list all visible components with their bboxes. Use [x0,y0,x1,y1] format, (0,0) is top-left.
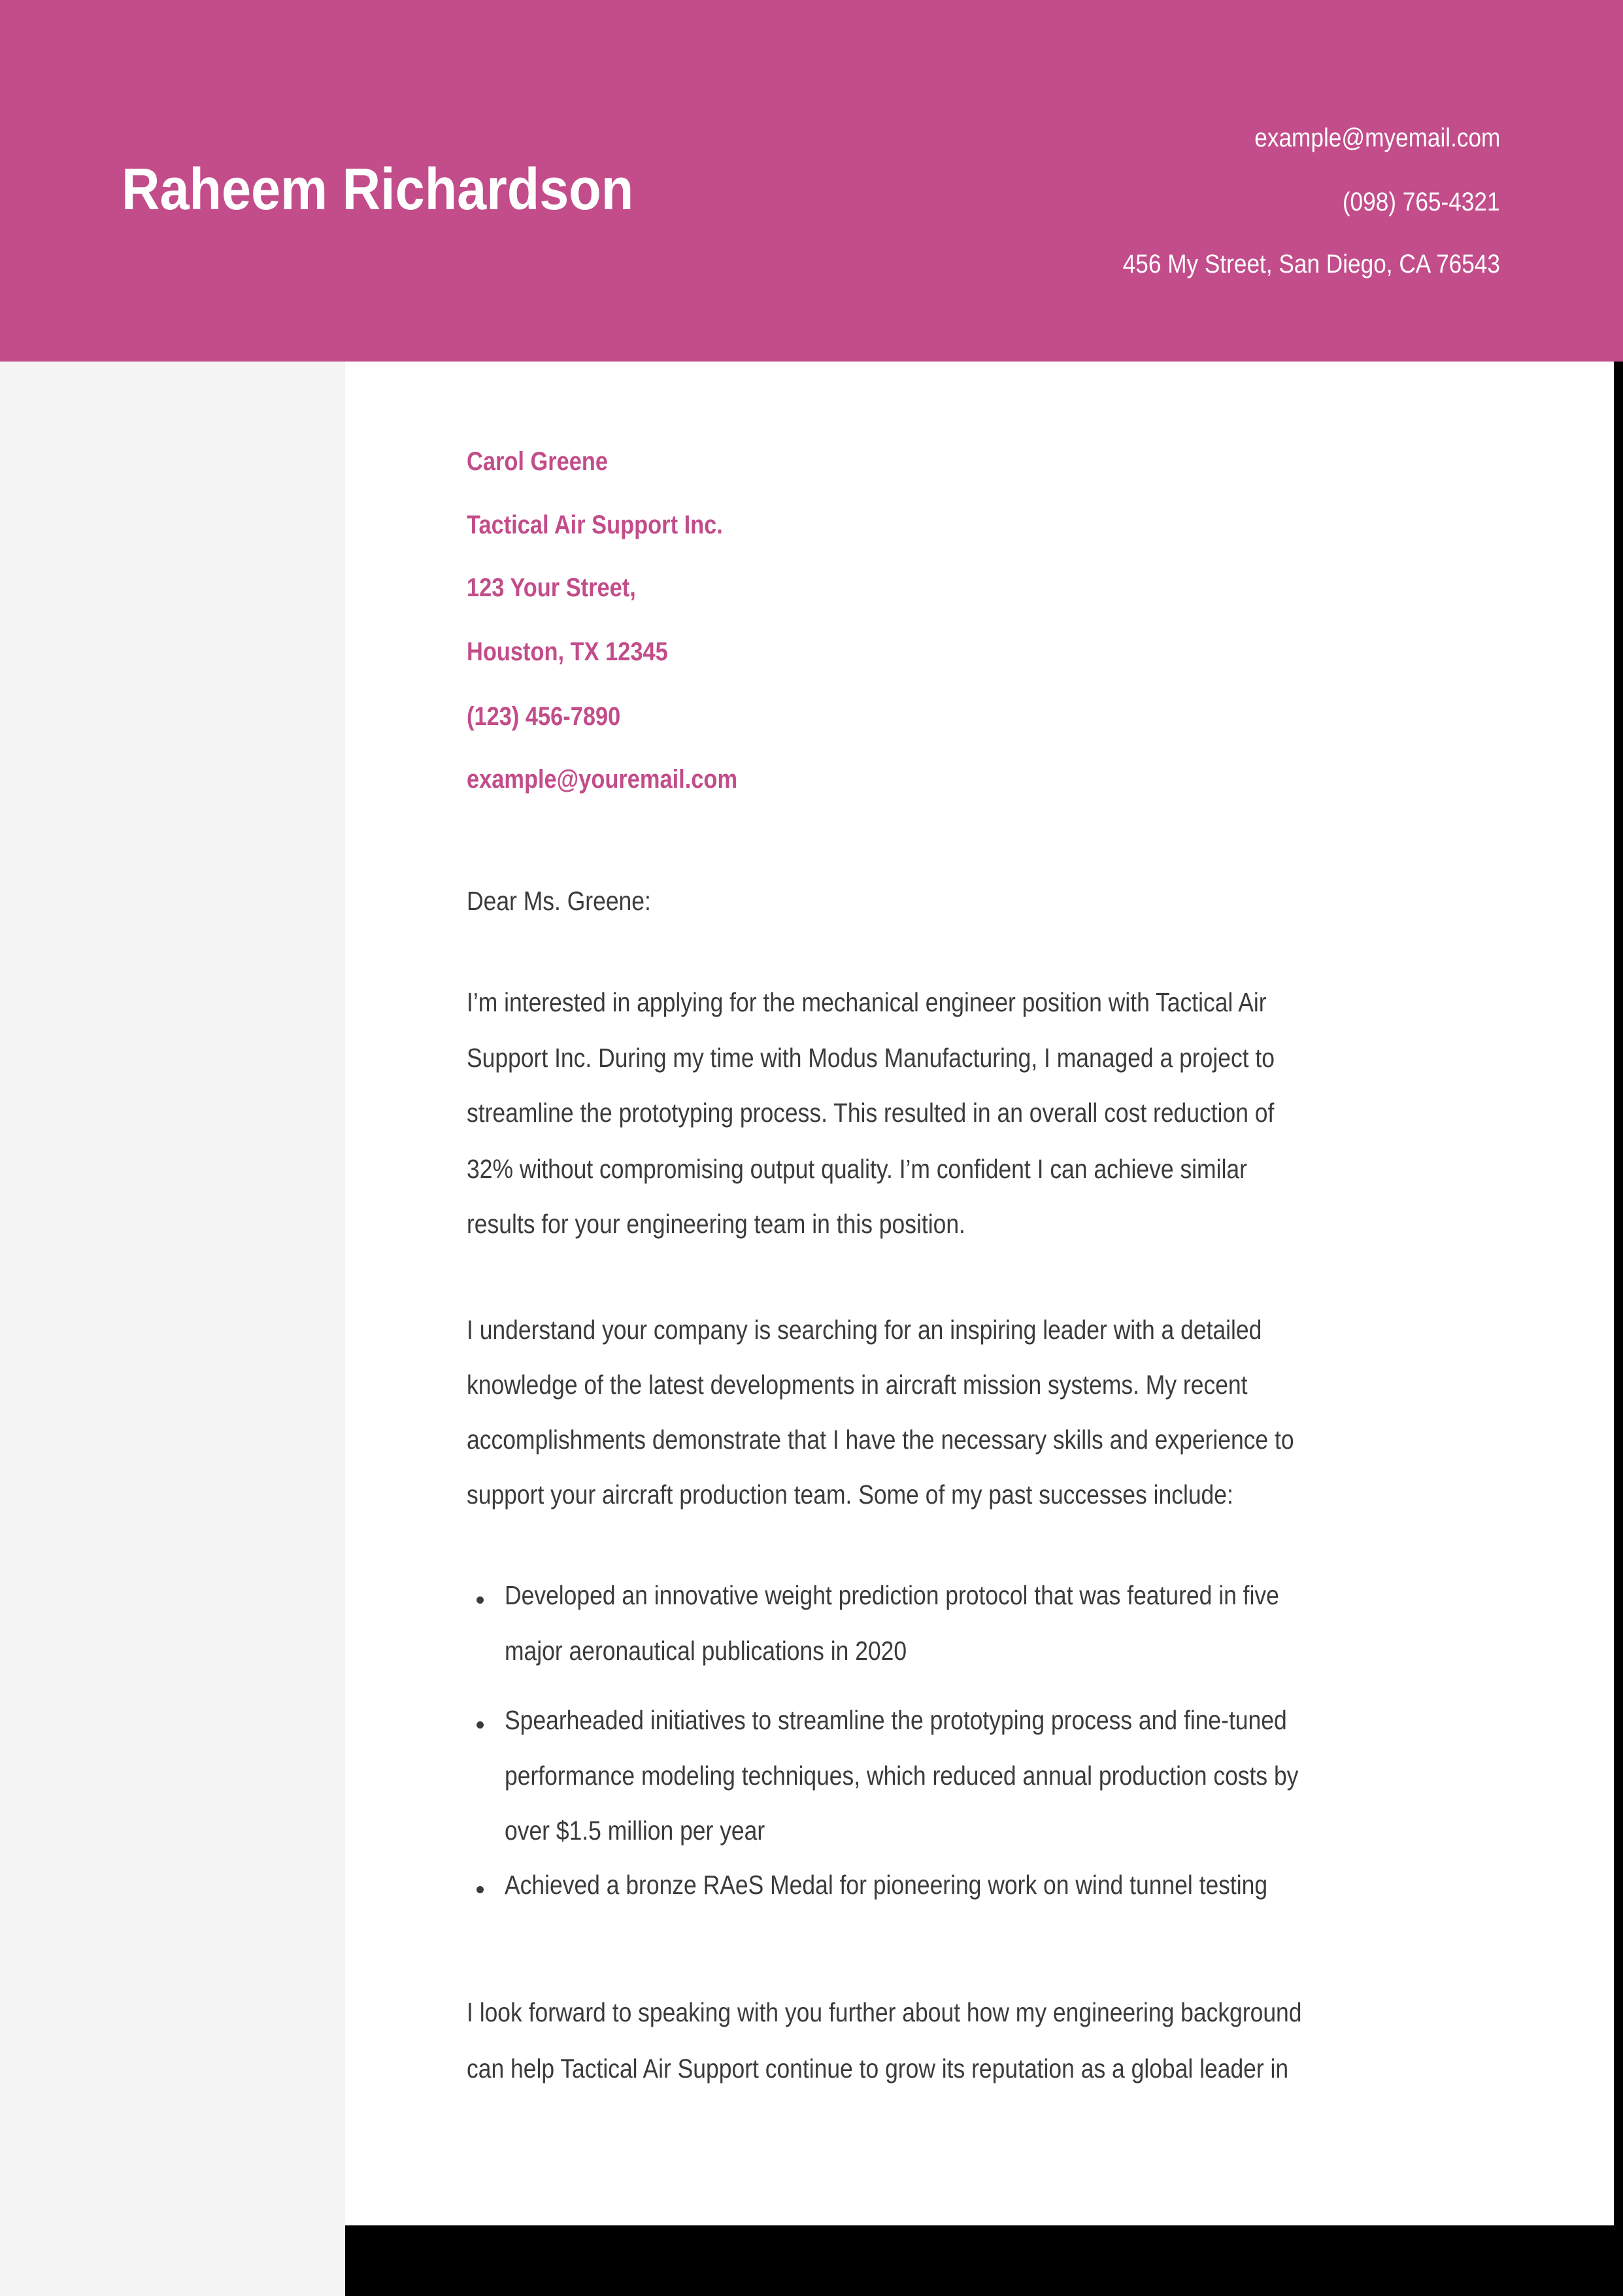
paragraph-line: I understand your company is searching for an inspiring leader with a detailed [467,1315,1262,1345]
recipient-phone: (123) 456-7890 [467,702,621,731]
recipient-street: 123 Your Street, [467,573,636,602]
recipient-email: example@youremail.com [467,765,738,794]
paragraph-line: can help Tactical Air Support continue to grow its reputation as a global leader in [467,2053,1289,2084]
sender-name: Raheem Richardson [122,157,634,222]
paragraph-line: knowledge of the latest developments in aircraft mission systems. My recent [467,1370,1248,1400]
left-margin-panel [0,362,345,2296]
recipient-company: Tactical Air Support Inc. [467,511,723,539]
list-item-line: Spearheaded initiatives to streamline the prototyping process and fine-tuned [505,1705,1287,1735]
paragraph-line: results for your engineering team in this position. [467,1209,965,1239]
list-item-line: performance modeling techniques, which reduced annual production costs by [505,1761,1299,1791]
sender-email: example@myemail.com [1254,124,1500,152]
paragraph-line: streamline the prototyping process. This resulted in an overall cost reduction of [467,1098,1275,1128]
list-item-line: over $1.5 million per year [505,1815,765,1846]
page-edge-right [1614,362,1623,2296]
paragraph-line: support your aircraft production team. Some of my past successes include: [467,1479,1233,1510]
bullet-icon [477,1721,484,1729]
paragraph-line: I look forward to speaking with you further about how my engineering background [467,1997,1302,2027]
paragraph-line: accomplishments demonstrate that I have the necessary skills and experience to [467,1425,1294,1455]
sender-address: 456 My Street, San Diego, CA 76543 [1122,250,1500,279]
paragraph-line: I’m interested in applying for the mechanical engineer position with Tactical Air [467,987,1267,1017]
paragraph-line: 32% without compromising output quality. I’m confident I can achieve similar [467,1154,1247,1184]
salutation: Dear Ms. Greene: [467,886,651,916]
list-item-line: Achieved a bronze RAeS Medal for pioneering work on wind tunnel testing [505,1870,1268,1900]
recipient-name: Carol Greene [467,447,609,476]
list-item-line: major aeronautical publications in 2020 [505,1636,907,1666]
list-item-line: Developed an innovative weight prediction protocol that was featured in five [505,1580,1279,1610]
bullet-icon [477,1886,484,1893]
recipient-city: Houston, TX 12345 [467,637,668,666]
sender-phone: (098) 765-4321 [1343,188,1500,216]
paragraph-line: Support Inc. During my time with Modus Manufacturing, I managed a project to [467,1043,1275,1073]
page-edge-bottom [345,2225,1623,2296]
bullet-icon [477,1596,484,1604]
